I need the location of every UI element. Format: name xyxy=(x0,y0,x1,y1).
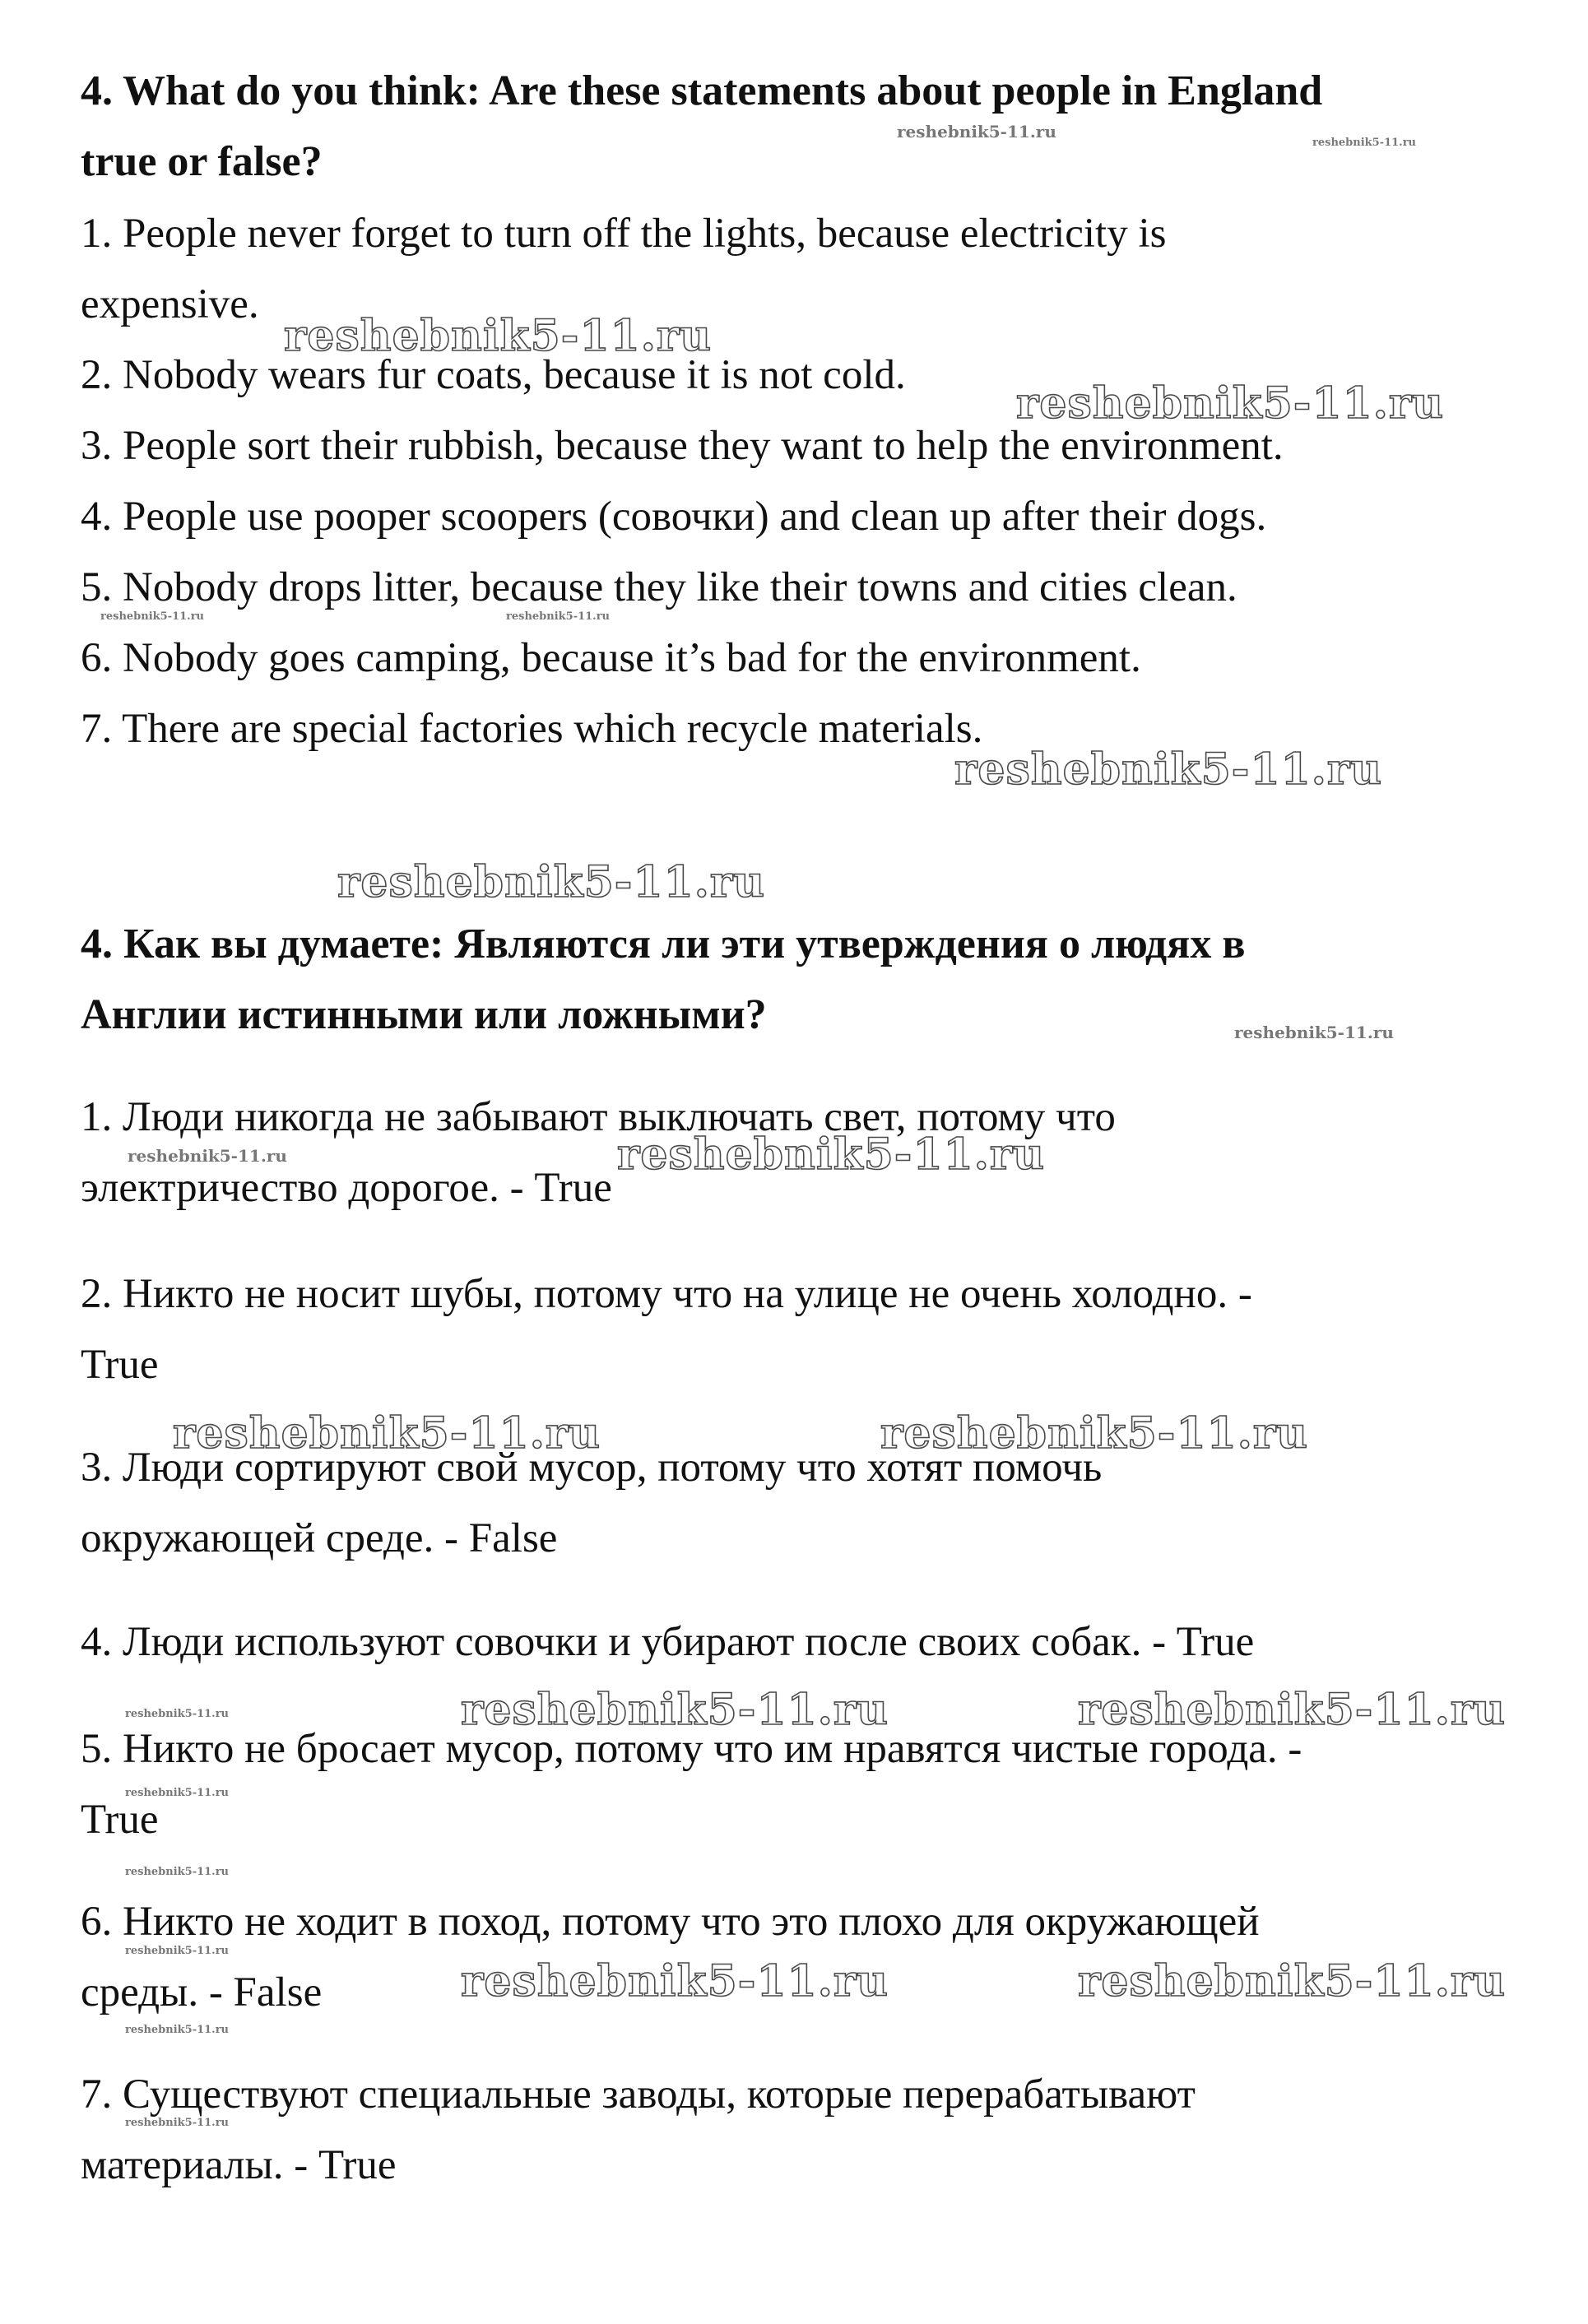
english-item-2: 2. Nobody wears fur coats, because it is not cold. xyxy=(81,352,906,398)
watermark: reshebnik5-11.ru xyxy=(1312,137,1417,149)
russian-item-4: 4. Люди используют совочки и убирают после своих собак. - True xyxy=(81,1619,1255,1665)
watermark: reshebnik5-11.ru xyxy=(1078,1956,1507,2006)
russian-item-1-line-2: электричество дорогое. - True xyxy=(81,1165,612,1211)
russian-item-6-line-2: среды. - False xyxy=(81,1969,323,2016)
english-item-1-line-1: 1. People never forget to turn off the lights, because electricity is xyxy=(81,211,1167,257)
watermark: reshebnik5-11.ru xyxy=(125,1866,230,1878)
watermark: reshebnik5-11.ru xyxy=(880,1408,1309,1459)
watermark: reshebnik5-11.ru xyxy=(125,1708,230,1720)
english-heading-line-2: true or false? xyxy=(81,138,323,185)
russian-heading-line-1: 4. Как вы думаете: Являются ли эти утверждения о людях в xyxy=(81,921,1246,967)
english-item-7: 7. There are special factories which recycle materials. xyxy=(81,706,983,752)
russian-item-7-line-1: 7. Существуют специальные заводы, которые перерабатывают xyxy=(81,2071,1196,2118)
english-item-5: 5. Nobody drops litter, because they like their towns and cities clean. xyxy=(81,564,1237,610)
watermark: reshebnik5-11.ru xyxy=(100,610,205,623)
watermark: reshebnik5-11.ru xyxy=(617,1130,1046,1180)
russian-item-5-line-1: 5. Никто не бросает мусор, потому что им нравятся чистые города. - xyxy=(81,1726,1302,1772)
watermark: reshebnik5-11.ru xyxy=(1078,1685,1507,1735)
english-item-6: 6. Nobody goes camping, because it’s bad for the environment. xyxy=(81,635,1141,681)
russian-item-6-line-1: 6. Никто не ходит в поход, потому что это плохо для окружающей xyxy=(81,1899,1260,1945)
watermark: reshebnik5-11.ru xyxy=(1016,378,1445,429)
watermark: reshebnik5-11.ru xyxy=(128,1146,287,1166)
watermark: reshebnik5-11.ru xyxy=(506,610,611,623)
watermark: reshebnik5-11.ru xyxy=(337,857,766,907)
russian-item-5-line-2: True xyxy=(81,1797,159,1843)
russian-item-7-line-2: материалы. - True xyxy=(81,2142,397,2188)
english-item-1-line-2: expensive. xyxy=(81,281,259,327)
watermark: reshebnik5-11.ru xyxy=(125,1945,230,1957)
english-heading-line-1: 4. What do you think: Are these statements about people in England xyxy=(81,67,1323,114)
watermark: reshebnik5-11.ru xyxy=(125,1787,230,1799)
watermark: reshebnik5-11.ru xyxy=(1234,1023,1394,1042)
watermark: reshebnik5-11.ru xyxy=(461,1685,889,1735)
watermark: reshebnik5-11.ru xyxy=(125,2117,230,2129)
russian-heading-line-2: Англии истинными или ложными? xyxy=(81,991,767,1038)
english-item-3: 3. People sort their rubbish, because they want to help the environment. xyxy=(81,423,1284,469)
watermark: reshebnik5-11.ru xyxy=(461,1956,889,2006)
english-item-4: 4. People use pooper scoopers (совочки) and clean up after their dogs. xyxy=(81,494,1267,540)
watermark: reshebnik5-11.ru xyxy=(897,122,1056,141)
russian-item-2-line-2: True xyxy=(81,1342,159,1388)
russian-item-3-line-1: 3. Люди сортируют свой мусор, потому что хотят помочь xyxy=(81,1445,1103,1491)
russian-item-1-line-1: 1. Люди никогда не забывают выключать свет, потому что xyxy=(81,1094,1116,1140)
russian-item-3-line-2: окружающей среде. - False xyxy=(81,1515,558,1561)
watermark: reshebnik5-11.ru xyxy=(173,1408,601,1459)
russian-item-2-line-1: 2. Никто не носит шубы, потому что на улице не очень холодно. - xyxy=(81,1271,1252,1317)
watermark: reshebnik5-11.ru xyxy=(125,2024,230,2036)
watermark: reshebnik5-11.ru xyxy=(954,745,1383,795)
watermark: reshebnik5-11.ru xyxy=(284,311,713,361)
